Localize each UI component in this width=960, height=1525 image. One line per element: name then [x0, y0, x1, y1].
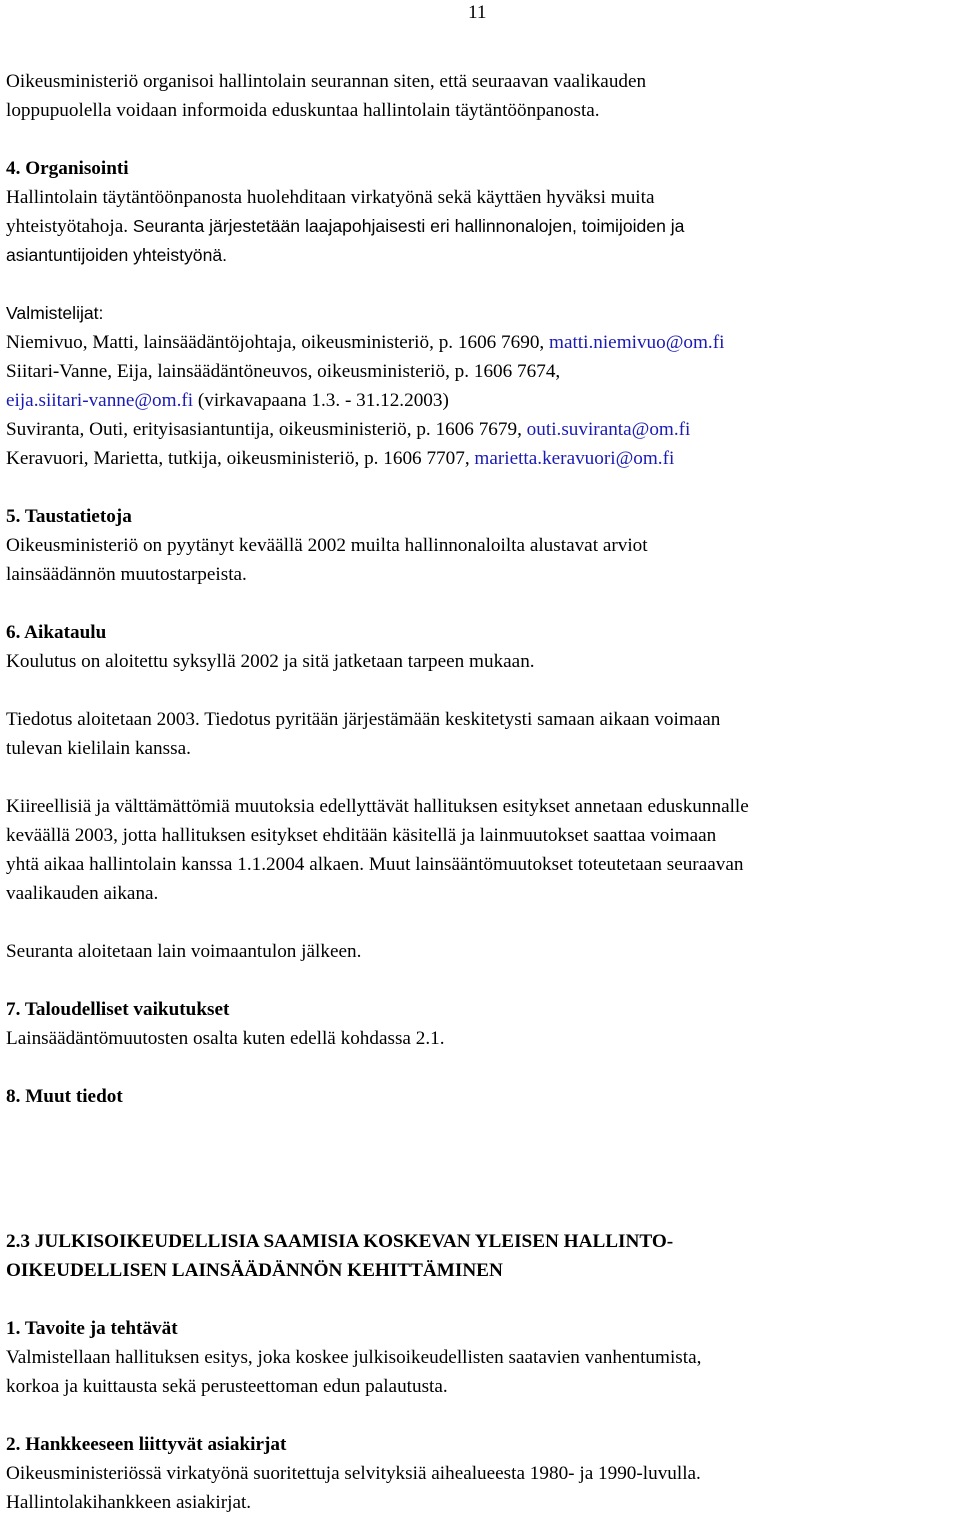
preparers-label: Valmistelijat:: [6, 303, 104, 323]
section-5-heading: 5. Taustatietoja: [6, 506, 132, 527]
intro-line: Oikeusministeriö organisoi hallintolain seurannan siten, että seuraavan vaalikauden: [6, 71, 647, 92]
section-8-heading: 8. Muut tiedot: [6, 1086, 123, 1107]
preparer-3: Suviranta, Outi, erityisasiantuntija, oikeusministeriö, p. 1606 7679,: [6, 419, 522, 440]
subsection-2-line: Oikeusministeriössä virkatyönä suoritettuja selvityksiä aihealueesta 1980- ja 1990-luvulla.: [6, 1463, 701, 1484]
preparers-block: [6, 299, 958, 473]
section-4-line: Seuranta järjestetään laajapohjaisesti eri hallinnonalojen, toimijoiden ja: [132, 216, 685, 236]
section-6-line: Seuranta aloitetaan lain voimaantulon jälkeen.: [6, 941, 362, 962]
preparer-2-email-link[interactable]: eija.siitari-vanne@om.fi: [6, 390, 194, 411]
section-5-line: Oikeusministeriö on pyytänyt keväällä 2002 muilta hallinnonaloilta alustavat arviot: [6, 535, 648, 556]
section-6-line: Tiedotus aloitetaan 2003. Tiedotus pyritään järjestämään keskitetysti samaan aikaan voimaan: [6, 709, 721, 730]
subsection-1-line: korkoa ja kuittausta sekä perusteettoman edun palautusta.: [6, 1376, 448, 1397]
section-8: [6, 1082, 958, 1111]
subsection-1-heading: 1. Tavoite ja tehtävät: [6, 1318, 178, 1339]
section-6-heading: 6. Aikataulu: [6, 622, 107, 643]
subsection-2-line: Hallintolakihankkeen asiakirjat.: [6, 1492, 252, 1513]
section-5-line: lainsäädännön muutostarpeista.: [6, 564, 247, 585]
section-6: [6, 618, 958, 676]
preparer-2-note: (virkavapaana 1.3. - 31.12.2003): [197, 390, 449, 411]
preparer-4-email-link[interactable]: marietta.keravuori@om.fi: [474, 448, 675, 469]
preparer-4: Keravuori, Marietta, tutkija, oikeusministeriö, p. 1606 7707,: [6, 448, 470, 469]
subsection-2: [6, 1430, 958, 1517]
section-7: [6, 995, 958, 1053]
subsection-1-line: Valmistellaan hallituksen esitys, joka koskee julkisoikeudellisten saatavien vanhentumista,: [6, 1347, 702, 1368]
intro-line: loppupuolella voidaan informoida eduskuntaa hallintolain täytäntöönpanosta.: [6, 100, 600, 121]
subsection-2-heading: 2. Hankkeeseen liittyvät asiakirjat: [6, 1434, 287, 1455]
section-6-line: yhtä aikaa hallintolain kanssa 1.1.2004 alkaen. Muut lainsääntömuutokset toteutetaan seuraavan: [6, 854, 744, 875]
section-6-paragraph: [6, 937, 958, 966]
preparer-2: Siitari-Vanne, Eija, lainsäädäntöneuvos, oikeusministeriö, p. 1606 7674,: [6, 361, 561, 382]
section-4: [6, 154, 958, 270]
section-7-line: Lainsäädäntömuutosten osalta kuten edellä kohdassa 2.1.: [6, 1028, 445, 1049]
intro-paragraph: [6, 67, 958, 125]
section-6-paragraph: [6, 792, 958, 908]
document-body: [6, 67, 958, 1517]
section-6-line: tulevan kielilain kanssa.: [6, 738, 191, 759]
section-4-heading: 4. Organisointi: [6, 158, 129, 179]
page-number: 11: [468, 2, 487, 23]
section-5: [6, 502, 958, 589]
section-2-3-heading-line: 2.3 JULKISOIKEUDELLISIA SAAMISIA KOSKEVAN YLEISEN HALLINTO-: [6, 1231, 674, 1252]
preparer-3-email-link[interactable]: outi.suviranta@om.fi: [526, 419, 691, 440]
section-6-line: Koulutus on aloitettu syksyllä 2002 ja sitä jatketaan tarpeen mukaan.: [6, 651, 535, 672]
section-7-heading: 7. Taloudelliset vaikutukset: [6, 999, 230, 1020]
section-4-line: asiantuntijoiden yhteistyönä.: [6, 245, 228, 265]
section-2-3-heading-line: OIKEUDELLISEN LAINSÄÄDÄNNÖN KEHITTÄMINEN: [6, 1260, 503, 1281]
section-6-paragraph: [6, 705, 958, 763]
section-4-line: Hallintolain täytäntöönpanosta huolehditaan virkatyönä sekä käyttäen hyväksi muita: [6, 187, 655, 208]
subsection-1: [6, 1314, 958, 1401]
section-4-line: yhteistyötahoja.: [6, 216, 129, 237]
section-6-line: keväällä 2003, jotta hallituksen esitykset ehditään käsitellä ja lainmuutokset saattaa voimaan: [6, 825, 717, 846]
section-6-line: vaalikauden aikana.: [6, 883, 159, 904]
preparer-1-email-link[interactable]: matti.niemivuo@om.fi: [549, 332, 725, 353]
section-2-3-heading: [6, 1227, 958, 1285]
preparer-1: Niemivuo, Matti, lainsäädäntöjohtaja, oikeusministeriö, p. 1606 7690,: [6, 332, 545, 353]
section-6-line: Kiireellisiä ja välttämättömiä muutoksia edellyttävät hallituksen esitykset annetaan eduskunnalle: [6, 796, 749, 817]
